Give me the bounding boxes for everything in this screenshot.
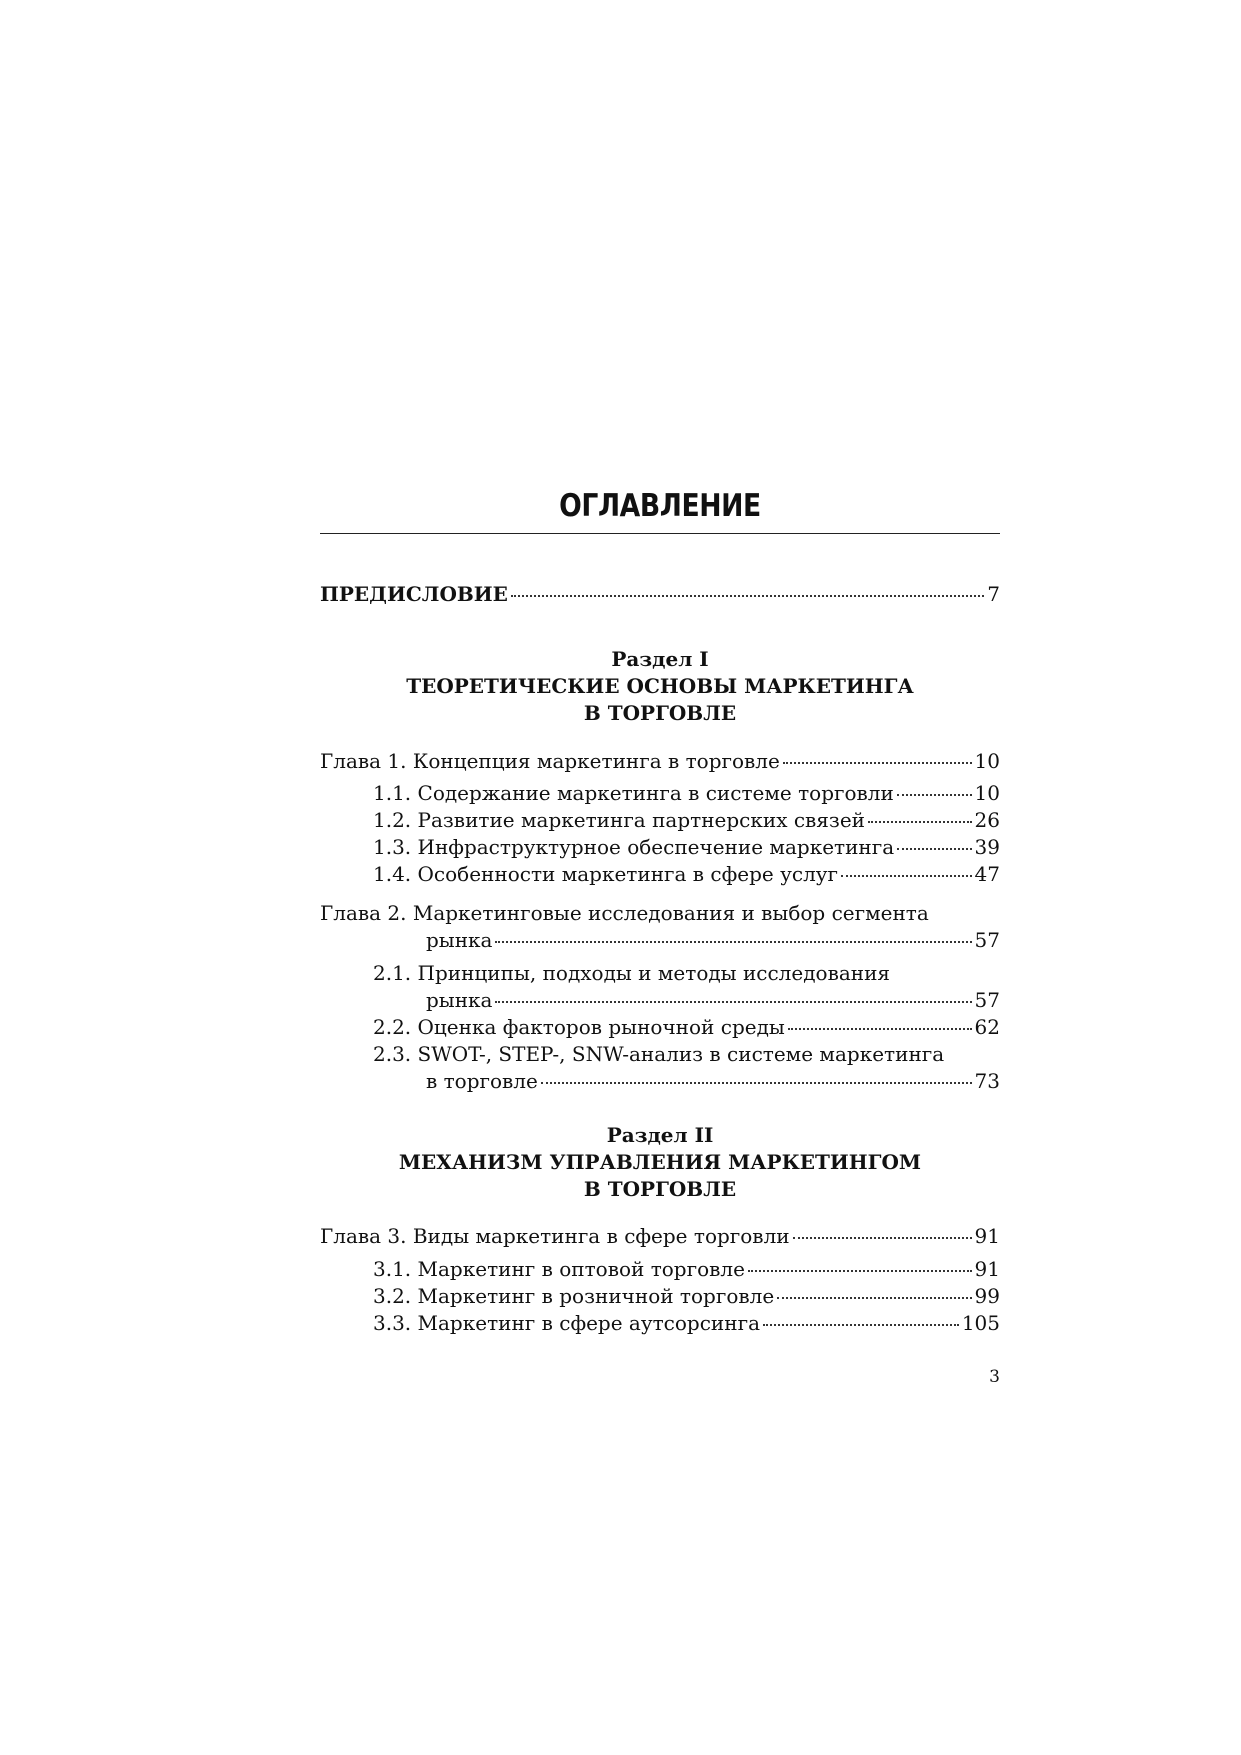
toc-entry-3-3[interactable] xyxy=(373,1310,1000,1336)
dot-leader xyxy=(897,848,971,850)
dot-leader xyxy=(511,595,984,597)
toc-entry-page: 62 xyxy=(974,1015,1000,1039)
toc-entry-2-1[interactable] xyxy=(426,987,1000,1013)
toc-entry-1-1[interactable] xyxy=(373,780,1000,806)
toc-entry-chapter-2[interactable] xyxy=(426,927,1000,953)
toc-entry-chapter-1[interactable] xyxy=(320,748,1000,774)
toc-entry-3-2[interactable] xyxy=(373,1283,1000,1309)
toc-entry-page: 57 xyxy=(974,988,1000,1012)
dot-leader xyxy=(495,1001,971,1003)
toc-entry-page: 91 xyxy=(974,1257,1000,1281)
toc-entry-page: 57 xyxy=(974,928,1000,952)
dot-leader xyxy=(495,941,971,943)
dot-leader xyxy=(793,1237,972,1239)
section-title-line: МЕХАНИЗМ УПРАВЛЕНИЯ МАРКЕТИНГОМ xyxy=(398,1150,922,1174)
toc-entry-label: 2.2. Оценка факторов рыночной среды xyxy=(373,1015,785,1039)
dot-leader xyxy=(763,1324,959,1326)
toc-entry-page: 10 xyxy=(974,749,1000,773)
toc-entry-label: 1.1. Содержание маркетинга в системе торговли xyxy=(373,781,894,805)
dot-leader xyxy=(788,1028,972,1030)
toc-entry-chapter-3[interactable] xyxy=(320,1223,1000,1249)
title-rule xyxy=(320,533,1000,534)
dot-leader xyxy=(897,794,972,796)
section-title-line: В ТОРГОВЛЕ xyxy=(583,1177,737,1201)
toc-entry-2-3-line1[interactable]: 2.3. SWOT-, STEP-, SNW-анализ в системе маркетинга xyxy=(373,1042,945,1066)
toc-entry-2-3[interactable] xyxy=(426,1068,1000,1094)
section-1-heading xyxy=(320,646,1000,727)
toc-entry-label: рынка xyxy=(426,988,493,1012)
section-2-heading xyxy=(320,1122,1000,1203)
toc-entry-1-2[interactable] xyxy=(373,807,1000,833)
page-title: ОГЛАВЛЕНИЕ xyxy=(559,488,761,524)
toc-entry-label: 1.2. Развитие маркетинга партнерских связей xyxy=(373,808,866,832)
toc-entry-label: Глава 3. Виды маркетинга в сфере торговли xyxy=(320,1224,790,1248)
toc-entry-preface[interactable] xyxy=(320,581,1000,607)
toc-entry-label: в торговле xyxy=(426,1069,538,1093)
toc-entry-page: 99 xyxy=(974,1284,1000,1308)
toc-entry-2-2[interactable] xyxy=(373,1014,1000,1040)
section-title-line: В ТОРГОВЛЕ xyxy=(583,701,737,725)
toc-entry-chapter-2-line1[interactable]: Глава 2. Маркетинговые исследования и выбор сегмента xyxy=(320,901,929,925)
toc-entry-page: 105 xyxy=(961,1311,1000,1335)
toc-entry-page: 91 xyxy=(974,1224,1000,1248)
toc-entry-label: 3.2. Маркетинг в розничной торговле xyxy=(373,1284,775,1308)
dot-leader xyxy=(748,1270,972,1272)
toc-entry-label: ПРЕДИСЛОВИЕ xyxy=(320,582,508,606)
dot-leader xyxy=(783,762,972,764)
toc-entry-page: 7 xyxy=(987,582,1000,606)
toc-entry-label: 1.4. Особенности маркетинга в сфере услуг xyxy=(373,862,839,886)
toc-entry-page: 26 xyxy=(974,808,1000,832)
toc-entry-page: 39 xyxy=(974,835,1000,859)
toc-entry-label: рынка xyxy=(426,928,493,952)
toc-entry-label: 3.1. Маркетинг в оптовой торговле xyxy=(373,1257,745,1281)
dot-leader xyxy=(868,821,972,823)
toc-entry-page: 10 xyxy=(974,781,1000,805)
toc-entry-label: 1.3. Инфраструктурное обеспечение маркетинга xyxy=(373,835,895,859)
toc-entry-1-3[interactable] xyxy=(373,834,1000,860)
section-number: Раздел I xyxy=(611,647,709,671)
toc-entry-page: 73 xyxy=(974,1069,1000,1093)
page-number: 3 xyxy=(989,1367,1000,1387)
dot-leader xyxy=(841,875,972,877)
toc-entry-1-4[interactable] xyxy=(373,861,1000,887)
toc-entry-2-1-line1[interactable]: 2.1. Принципы, подходы и методы исследования xyxy=(373,961,891,985)
dot-leader xyxy=(541,1082,972,1084)
toc-entry-page: 47 xyxy=(974,862,1000,886)
toc-entry-3-1[interactable] xyxy=(373,1256,1000,1282)
toc-entry-label: 3.3. Маркетинг в сфере аутсорсинга xyxy=(373,1311,760,1335)
section-title-line: ТЕОРЕТИЧЕСКИЕ ОСНОВЫ МАРКЕТИНГА xyxy=(406,674,914,698)
toc-entry-label: Глава 1. Концепция маркетинга в торговле xyxy=(320,749,780,773)
dot-leader xyxy=(777,1297,971,1299)
section-number: Раздел II xyxy=(606,1123,714,1147)
